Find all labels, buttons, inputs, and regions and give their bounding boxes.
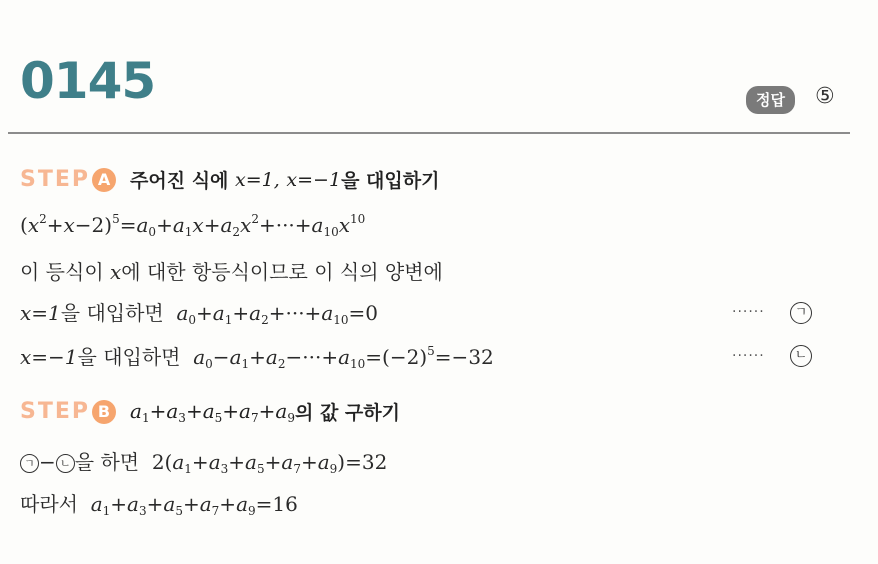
step-a-math1: x=1, — [235, 168, 280, 191]
identity-statement: 이 등식이 x에 대한 항등식이므로 이 식의 양변에 — [20, 260, 443, 284]
step-a-heading — [20, 166, 439, 193]
step-a-math2: x=−1 — [286, 168, 342, 191]
dots-2: ······ — [732, 348, 765, 364]
mark-giyeok-1: ㄱ — [790, 302, 812, 324]
mark-nieun-1: ㄴ — [790, 345, 812, 367]
step-a-title-text: 주어진 식에 — [130, 170, 229, 192]
mark-nieun-2: ㄴ — [56, 454, 75, 473]
mark-giyeok-2: ㄱ — [20, 454, 39, 473]
answer-value: ⑤ — [815, 84, 835, 109]
step-a-circle: A — [92, 168, 116, 192]
step-b-tag: STEP — [20, 399, 91, 424]
step-a-tag: STEP — [20, 167, 91, 192]
equation-expansion: $(x^2+x-2)^5=a_0+a_1x+a_2x^2+\cdot\cdot\cdot+a_{10}x^{10}$ — [20, 212, 366, 239]
dots-1: ······ — [732, 304, 765, 320]
substitute-x-neg1: x=−1을 대입하면 $a_0-a_1+a_2-\cdot\cdot\cdot+a_{10}=(-2)^5=-32$ — [20, 344, 494, 371]
final-result: 따라서 $a_1+a_3+a_5+a_7+a_9=16$ — [20, 492, 298, 518]
step-b-title-suffix: 의 값 구하기 — [294, 402, 400, 424]
substitute-x-1: x=1을 대입하면 $a_0+a_1+a_2+\cdot\cdot\cdot+a_{10}=0$ — [20, 301, 379, 327]
problem-number: 0145 — [20, 52, 156, 110]
header-divider — [8, 132, 850, 134]
subtract-equations: ㄱ − ㄴ 을 하면 $2(a_1+a_3+a_5+a_7+a_9)=32$ — [20, 446, 387, 476]
answer-badge: 정답 — [746, 86, 795, 114]
step-b-heading: STEP B $a_1+a_3+a_5+a_7+a_9$ 의 값 구하기 — [20, 398, 400, 425]
step-a-title-suffix: 을 대입하기 — [341, 170, 440, 192]
step-b-circle: B — [92, 400, 116, 424]
